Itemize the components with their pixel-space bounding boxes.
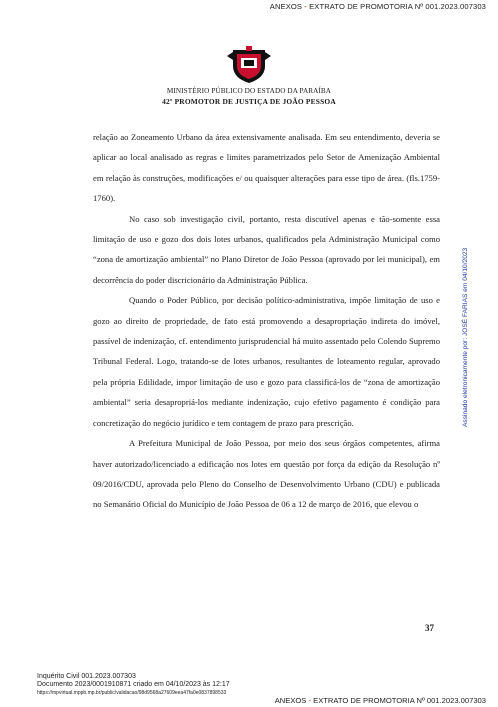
paragraph-2: No caso sob investigação civil, portanto, resta discutível apenas e tão-somente essa limitação de uso e gozo dos dois lotes urbanos, qualificados pela Administração Municipal como “zona de amortização ambiental” no Plano Diretor de João Pessoa (aprovado por lei municipal), em decorrência do poder discricionário da Administração Pública. xyxy=(93,213,440,285)
footer-banner-extrato: EXTRATO DE PROMOTORIA Nº 001.2023.007303 xyxy=(313,696,486,705)
banner-extrato: EXTRATO DE PROMOTORIA Nº 001.2023.007303 xyxy=(309,2,486,11)
inquerito-line: Inquérito Civil 001.2023.007303 xyxy=(37,673,136,680)
electronic-signature-note: Assinado eletronicamente por: JOSÉ FARIAS em 04/10/2023 xyxy=(462,247,469,427)
paragraph-3: Quando o Poder Público, por decisão político-administrativa, impõe limitação de uso e gozo ao direito de propriedade, de fato está promovendo a desapropriação indireta do imóvel, passível de indenização, cf. entendimento jurisprudencial há muito assentado pelo Colendo Supremo Tribunal Federal. Logo, tratando-se de lotes urbanos, resultantes de loteamento regular, aprovado pela própria Edilidade, impor limitação de uso e gozo para classificá-los de “zona de amortização ambiental” seria desapropriá-los mediante indenização, cujo efetivo pagamento é condição para concretização do negócio jurídico e tem contagem de prazo para prescrição. xyxy=(93,295,440,428)
page-number: 37 xyxy=(425,623,434,633)
paragraph-1: relação ao Zoneamento Urbano da área extensivamente analisada. Em seu entendimento, deveria se aplicar ao local analisado as regras e limites parametrizados pelo Setor de Amenização Ambiental em relação às construções, modificações e/ ou quaisquer alterações para esse tipo de área. (fls.1759-1760). xyxy=(93,132,440,204)
ministry-name: MINISTÉRIO PÚBLICO DO ESTADO DA PARAÍBA xyxy=(166,87,332,95)
promotor-title: 42º PROMOTOR DE JUSTIÇA DE JOÃO PESSOA xyxy=(162,97,336,106)
footer-banner xyxy=(275,696,486,705)
paragraph-4: A Prefeitura Municipal de João Pessoa, por meio dos seus órgãos competentes, afirma haver autorizado/licenciado a edificação nos lotes em questão por força da edição da Resolução nº 09/2016/CDU, aprovada pelo Pleno do Conselho de Desenvolvimento Urbano (CDU) e publicada no Semanário Oficial do Município de João Pessoa de 06 a 12 de março de 2016, que elevou o xyxy=(93,438,440,510)
footer-banner-separator: - xyxy=(306,696,314,705)
ministry-emblem-logo xyxy=(225,46,273,84)
header-banner xyxy=(270,2,486,11)
banner-separator: - xyxy=(302,2,310,11)
banner-anexos: ANEXOS xyxy=(269,2,303,11)
validation-url[interactable]: https://mpvirtual.mppb.mp.br/public/validacao/98d9568a27609eea47fa0e0837898533 xyxy=(37,689,227,696)
documento-line: Documento 2023/0001910871 criado em 04/10/2023 às 12:17 xyxy=(37,681,230,689)
document-body xyxy=(93,127,440,515)
footer-metadata xyxy=(37,673,230,696)
footer-banner-anexos: ANEXOS xyxy=(274,696,307,705)
